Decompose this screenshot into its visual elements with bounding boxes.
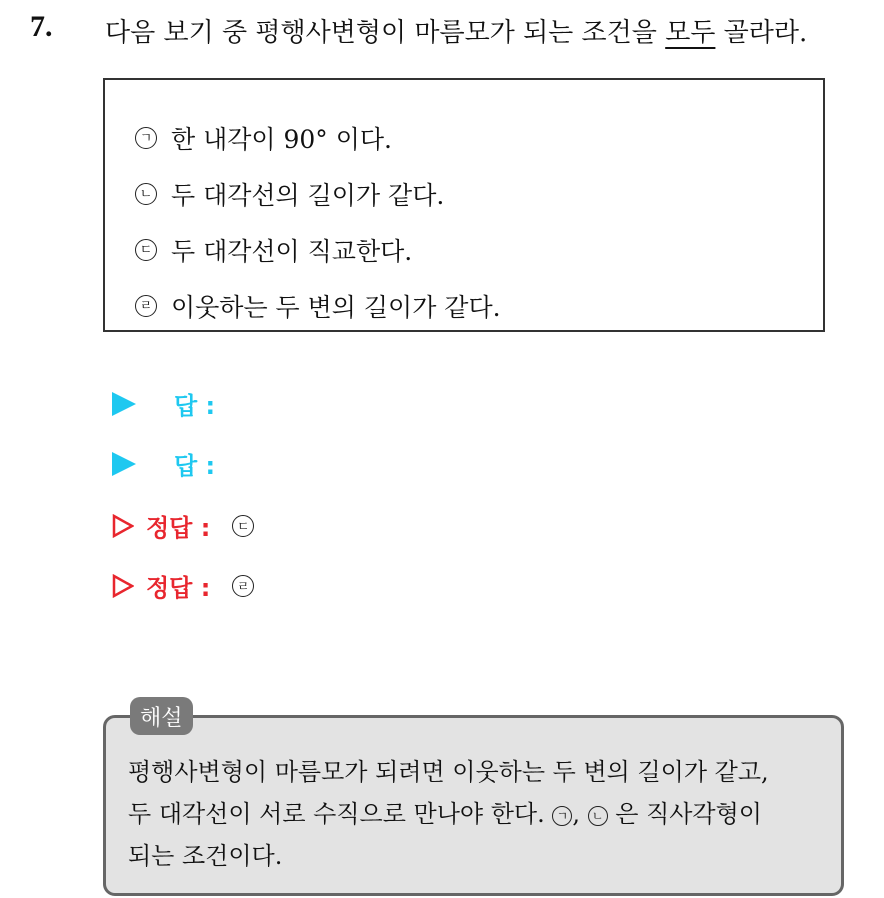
option-4 — [135, 288, 501, 324]
option-marker: ㄷ — [135, 239, 157, 261]
explanation-marker-a: ㄱ — [552, 806, 572, 826]
explanation-line-3: 되는 조건이다. — [128, 842, 283, 870]
option-text: 한 내각이 90° 이다. — [171, 125, 392, 154]
answer-blank-1 — [112, 386, 215, 421]
option-3 — [135, 232, 412, 268]
answer-blank-2 — [112, 446, 215, 481]
option-marker: ㄹ — [135, 295, 157, 317]
correct-answer-1 — [112, 508, 254, 543]
options-box — [103, 78, 825, 332]
option-text: 이웃하는 두 변의 길이가 같다. — [171, 293, 501, 322]
option-2 — [135, 176, 444, 212]
answer-arrow-icon — [112, 392, 136, 416]
question-text — [105, 12, 807, 49]
explanation-marker-b: ㄴ — [588, 806, 608, 826]
option-marker: ㄱ — [135, 127, 157, 149]
question-number: 7. — [30, 10, 53, 43]
explanation-line-2-before: 두 대각선이 서로 수직으로 만나야 한다. — [128, 800, 553, 828]
explanation-separator: , — [572, 800, 588, 828]
question-underlined: 모두 — [665, 18, 716, 48]
correct-label: 정답 : — [146, 574, 211, 602]
correct-value: ㄹ — [232, 575, 254, 597]
explanation-tag: 해설 — [130, 697, 193, 735]
answer-label: 답 : — [174, 452, 216, 480]
question-text-before: 다음 보기 중 평행사변형이 마름모가 되는 조건을 — [105, 18, 666, 48]
question-text-after: 골라라. — [715, 18, 808, 48]
correct-label: 정답 : — [146, 514, 211, 542]
answer-label: 답 : — [174, 392, 216, 420]
explanation-line-2 — [128, 794, 762, 829]
explanation-box — [103, 715, 844, 896]
explanation-line-1: 평행사변형이 마름모가 되려면 이웃하는 두 변의 길이가 같고, — [128, 758, 769, 786]
option-text: 두 대각선의 길이가 같다. — [171, 181, 445, 210]
option-text: 두 대각선이 직교한다. — [171, 237, 413, 266]
answer-arrow-icon — [112, 452, 136, 476]
option-marker: ㄴ — [135, 183, 157, 205]
explanation-line-2-after: 은 직사각형이 — [607, 800, 762, 828]
correct-arrow-icon — [112, 514, 134, 538]
correct-arrow-icon — [112, 574, 134, 598]
correct-answer-2 — [112, 568, 254, 603]
correct-value: ㄷ — [232, 515, 254, 537]
option-1 — [135, 120, 392, 156]
